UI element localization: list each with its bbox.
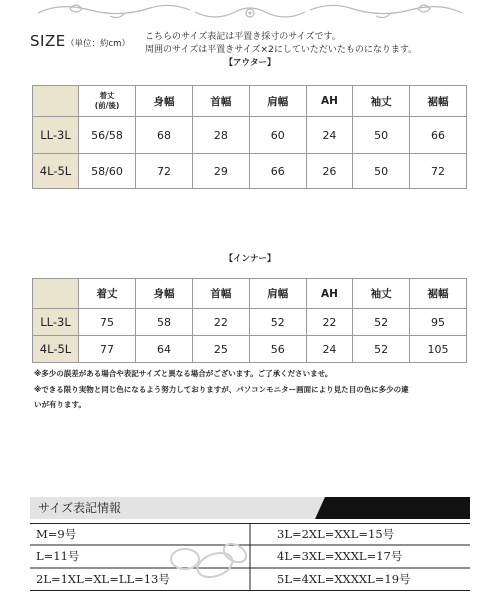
table-cell: 75 — [79, 309, 136, 336]
table-cell: 72 — [136, 154, 193, 189]
table-cell: 50 — [353, 117, 410, 154]
measurement-note-2: 周囲のサイズは平置きサイズ×2にしていただいたものになります。 — [145, 45, 418, 55]
outer-header-col: 袖丈 — [353, 86, 410, 117]
inner-section-label: 【インナー】 — [224, 254, 276, 264]
table-cell: 26 — [306, 154, 352, 189]
size-map-right-3: 5L=4XL=XXXXL=19号 — [277, 572, 411, 586]
table-row — [33, 117, 467, 154]
table-cell: 60 — [249, 117, 306, 154]
outer-header-col: 首幅 — [192, 86, 249, 117]
outer-corner-cell — [33, 86, 79, 117]
decorative-ornament — [0, 0, 500, 26]
table-row — [33, 154, 467, 189]
outer-header-col: 裾幅 — [410, 86, 467, 117]
table-cell: 58 — [136, 309, 193, 336]
size-map-left-3: 2L=1XL=XL=LL=13号 — [36, 572, 170, 586]
size-map-left-1: M=9号 — [36, 527, 77, 541]
size-mapping-title: サイズ表記情報 — [38, 501, 122, 515]
size-label-cell: LL-3L — [33, 117, 79, 154]
size-map-left-2: L=11号 — [36, 549, 80, 563]
inner-header-col: 首幅 — [192, 279, 249, 309]
size-label-cell: 4L-5L — [33, 154, 79, 189]
table-cell: 56/58 — [79, 117, 136, 154]
inner-header-row — [33, 279, 467, 309]
table-cell: 58/60 — [79, 154, 136, 189]
outer-header-row — [33, 86, 467, 117]
outer-header-length — [79, 86, 136, 117]
disclaimer-2: ※できる限り実物と同じ色になるよう努力しておりますが、パソコンモニター画面により見た目の色に多少の違 — [34, 385, 409, 394]
disclaimer-1: ※多少の誤差がある場合や表記サイズと異なる場合がございます。ご了承くださいませ。 — [34, 369, 333, 378]
inner-size-table — [32, 278, 467, 363]
table-cell: 52 — [353, 336, 410, 363]
table-cell: 66 — [249, 154, 306, 189]
table-cell: 52 — [249, 309, 306, 336]
inner-header-col: 袖丈 — [353, 279, 410, 309]
table-cell: 72 — [410, 154, 467, 189]
inner-header-col: 肩幅 — [249, 279, 306, 309]
outer-header-col: 肩幅 — [249, 86, 306, 117]
table-cell: 52 — [353, 309, 410, 336]
table-cell: 28 — [192, 117, 249, 154]
table-cell: 95 — [410, 309, 467, 336]
outer-header-col: 身幅 — [136, 86, 193, 117]
table-cell: 56 — [249, 336, 306, 363]
size-heading: SIZE — [30, 32, 66, 50]
table-cell: 24 — [306, 117, 352, 154]
inner-header-col: 裾幅 — [410, 279, 467, 309]
size-map-right-2: 4L=3XL=XXXL=17号 — [277, 549, 403, 563]
ring-watermark — [171, 540, 249, 581]
table-row — [33, 309, 467, 336]
inner-corner-cell — [33, 279, 79, 309]
table-cell: 22 — [306, 309, 352, 336]
size-label-cell: 4L-5L — [33, 336, 79, 363]
table-cell: 66 — [410, 117, 467, 154]
inner-header-col: 着丈 — [79, 279, 136, 309]
table-cell: 24 — [306, 336, 352, 363]
table-cell: 77 — [79, 336, 136, 363]
disclaimer-3: いが有ります。 — [34, 400, 86, 409]
table-row — [33, 336, 467, 363]
table-cell: 22 — [192, 309, 249, 336]
table-cell: 50 — [353, 154, 410, 189]
outer-header-length-bottom: (前/後) — [94, 101, 120, 110]
table-cell: 105 — [410, 336, 467, 363]
outer-size-table — [32, 85, 467, 189]
table-cell: 25 — [192, 336, 249, 363]
outer-header-length-top: 着丈 — [99, 91, 115, 100]
size-map-right-1: 3L=2XL=XXL=15号 — [277, 527, 395, 541]
inner-header-col: 身幅 — [136, 279, 193, 309]
table-cell: 29 — [192, 154, 249, 189]
inner-header-col: AH — [306, 279, 352, 309]
outer-section-label: 【アウター】 — [224, 58, 276, 68]
table-cell: 68 — [136, 117, 193, 154]
outer-header-col: AH — [306, 86, 352, 117]
measurement-note-1: こちらのサイズ表記は平置き採寸のサイズです。 — [145, 32, 341, 42]
unit-label: （単位：約cm） — [66, 39, 130, 49]
size-label-cell: LL-3L — [33, 309, 79, 336]
table-cell: 64 — [136, 336, 193, 363]
